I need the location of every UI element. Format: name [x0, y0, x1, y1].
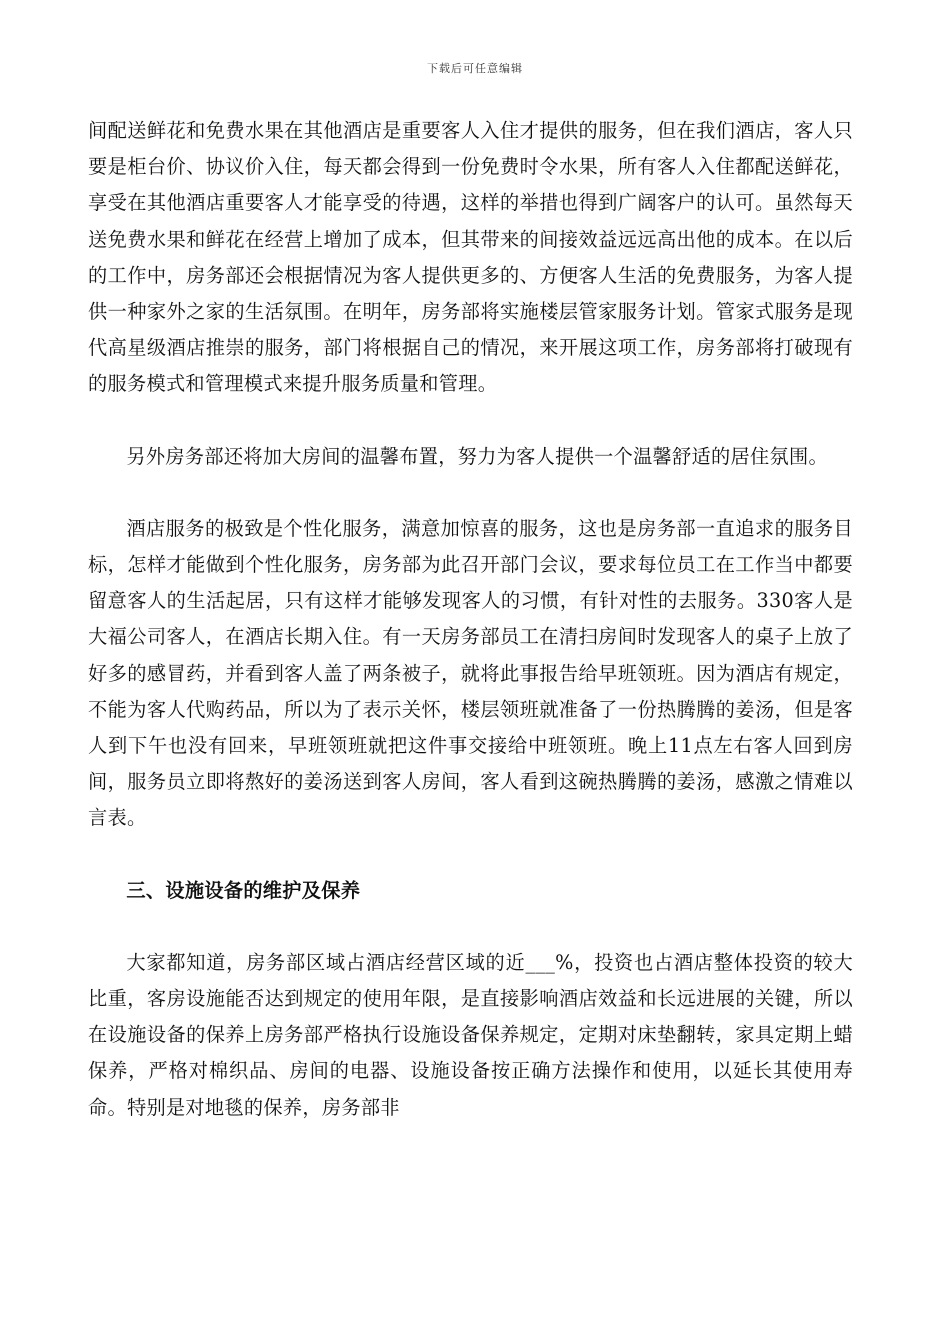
page-header-note: 下载后可任意编辑 — [427, 62, 523, 75]
paragraph-personalized-service: 酒店服务的极致是个性化服务，满意加惊喜的服务，这也是房务部一直追求的服务目标，怎样才能做到个性化服务，房务部为此召开部门会议，要求每位员工在工作当中都要留意客人的生活起居，只有这样才能够发现客人的习惯，有针对性的去服务。330客人是大福公司客人，在酒店长期入住。有一天房务部员工在清扫房间时发现客人的桌子上放了好多的感冒药，并看到客人盖了两条被子，就将此事报告给早班领班。因为酒店有规定，不能为客人代购药品，所以为了表示关怀，楼层领班就准备了一份热腾腾的姜汤，但是客人到下午也没有回来，早班领班就把这件事交接给中班领班。晚上11点左右客人回到房间，服务员立即将熬好的姜汤送到客人房间，客人看到这碗热腾腾的姜汤，感激之情难以言表。 — [88, 516, 853, 830]
paragraph-spacer — [88, 475, 853, 511]
paragraph-spacer — [88, 909, 853, 945]
section-heading-facilities: 三、设施设备的维护及保养 — [126, 878, 361, 902]
document-body — [88, 113, 853, 1126]
paragraph-spacer — [88, 837, 853, 873]
paragraph-facility-maintenance: 大家都知道，房务部区域占酒店经营区域的近___%，投资也占酒店整体投资的较大比重，客房设施能否达到规定的使用年限，是直接影响酒店效益和长远进展的关键，所以在设施设备的保养上房务部严格执行设施设备保养规定，定期对床垫翻转，家具定期上蜡保养，严格对棉织品、房间的电器、设施设备按正确方法操作和使用，以延长其使用寿命。特别是对地毯的保养，房务部非 — [88, 950, 853, 1119]
paragraph-room-decoration: 另外房务部还将加大房间的温馨布置，努力为客人提供一个温馨舒适的居住氛围。 — [126, 444, 828, 468]
paragraph-flowers-fruit: 间配送鲜花和免费水果在其他酒店是重要客人入住才提供的服务，但在我们酒店，客人只要是柜台价、协议价入住，每天都会得到一份免费时令水果，所有客人入住都配送鲜花，享受在其他酒店重要客人才能享受的待遇，这样的举措也得到广阔客户的认可。虽然每天送免费水果和鲜花在经营上增加了成本，但其带来的间接效益远远高出他的成本。在以后的工作中，房务部还会根据情况为客人提供更多的、方便客人生活的免费服务，为客人提供一种家外之家的生活氛围。在明年，房务部将实施楼层管家服务计划。管家式服务是现代高星级酒店推崇的服务，部门将根据自己的情况，来开展这项工作，房务部将打破现有的服务模式和管理模式来提升服务质量和管理。 — [88, 119, 853, 396]
paragraph-spacer — [88, 403, 853, 439]
